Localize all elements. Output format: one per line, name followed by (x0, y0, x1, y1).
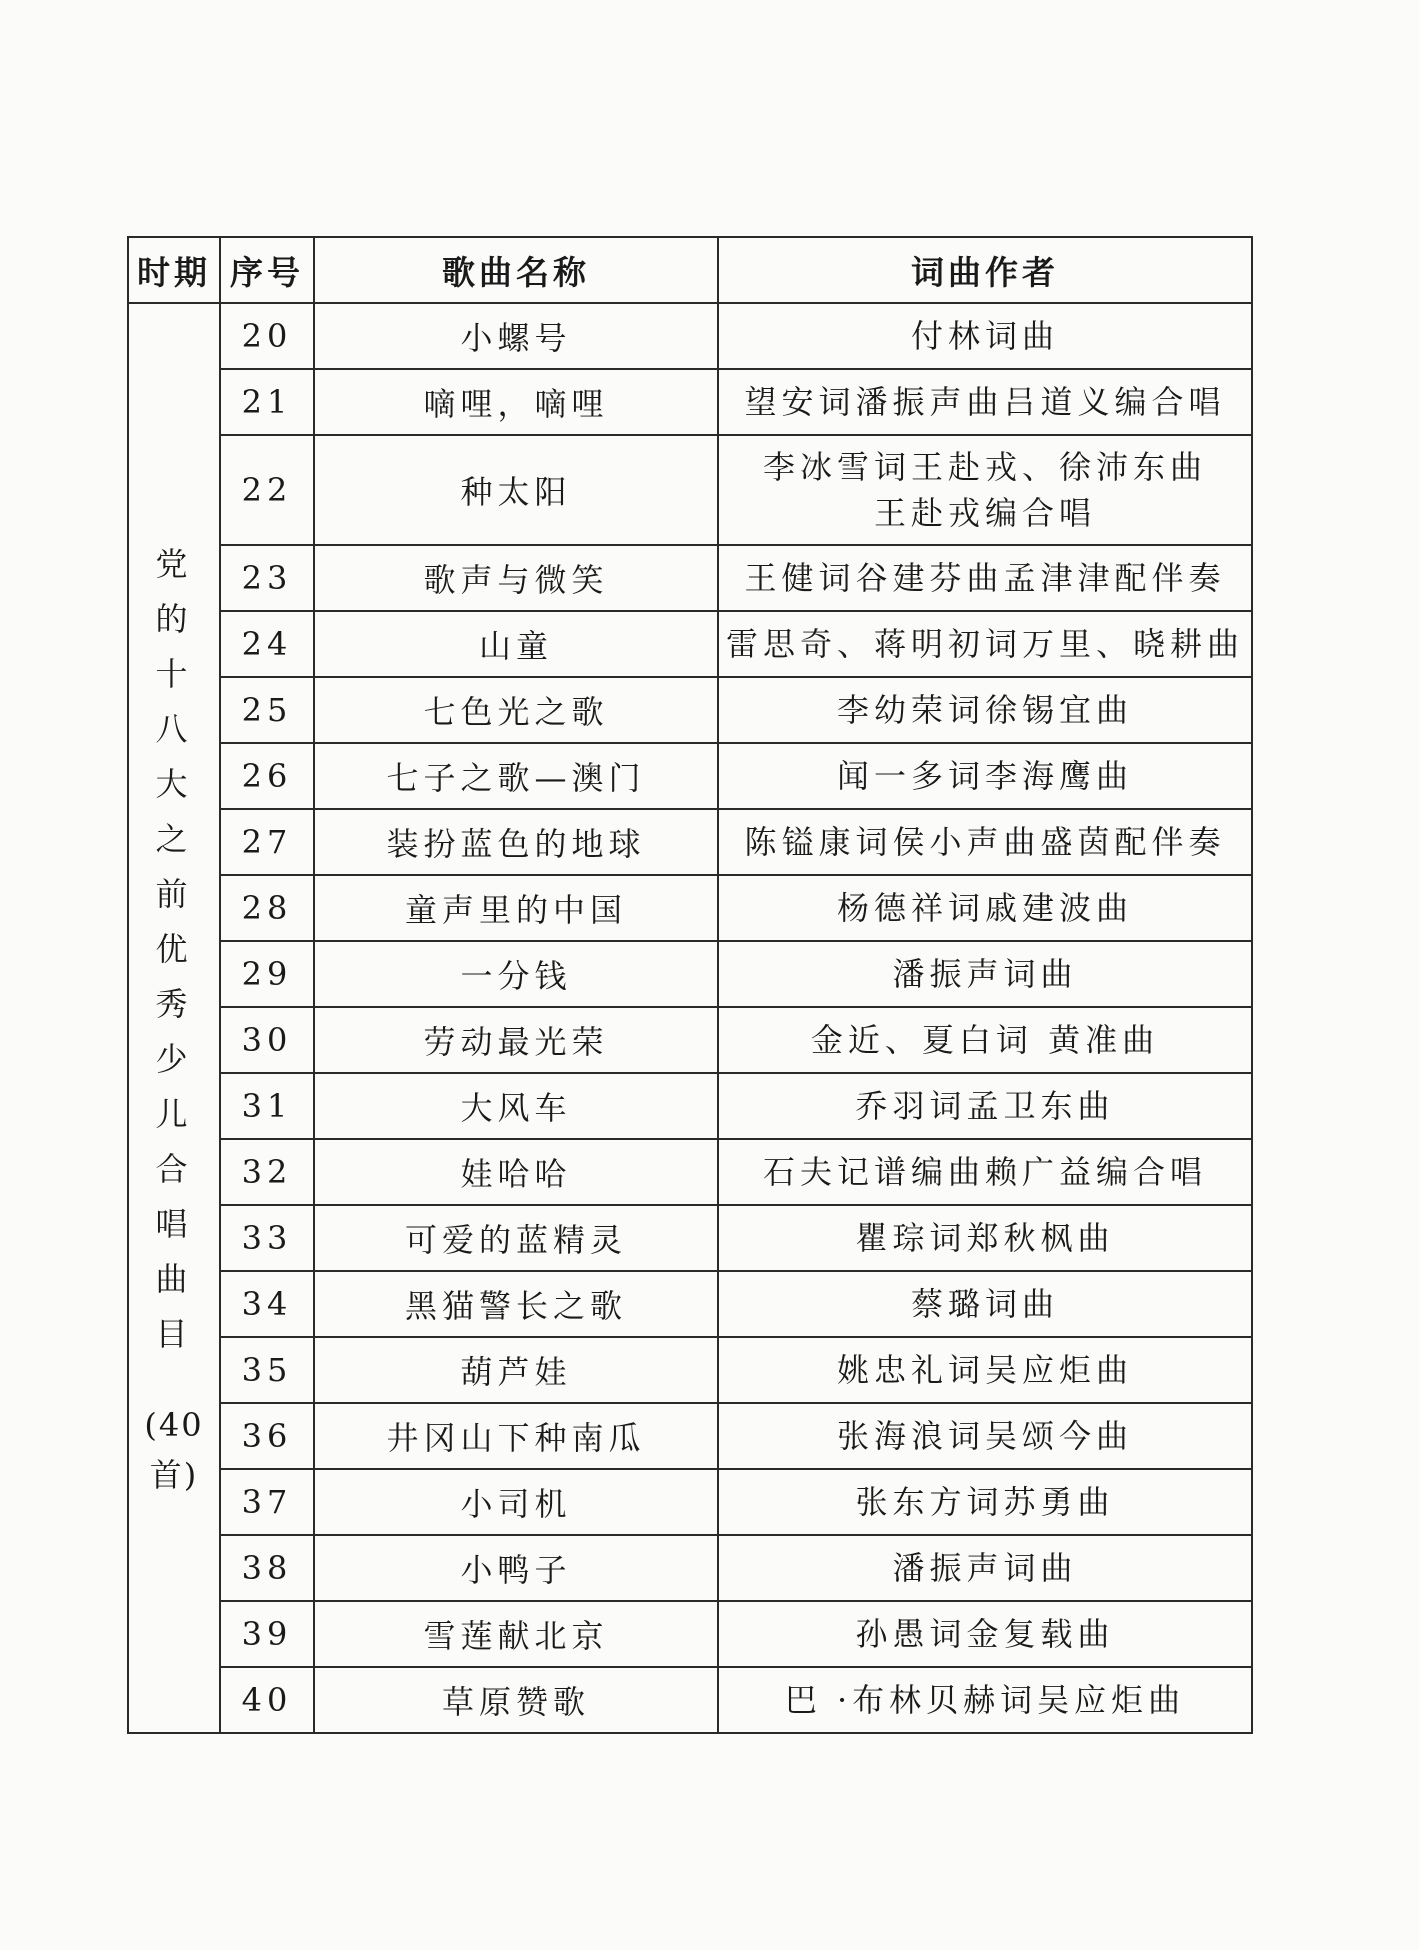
song-title: 山童 (314, 611, 718, 677)
header-song-title: 歌曲名称 (314, 237, 718, 303)
period-count-line1: (40 (144, 1405, 204, 1444)
period-char: 曲 (155, 1259, 193, 1298)
song-author: 李幼荣词徐锡宜曲 (718, 677, 1252, 743)
period-char: 八 (155, 709, 193, 748)
period-char: 党 (155, 544, 193, 583)
row-number: 36 (220, 1403, 314, 1469)
song-title: 大风车 (314, 1073, 718, 1139)
table-row (128, 677, 1252, 743)
period-char: 秀 (155, 984, 193, 1023)
song-title: 小螺号 (314, 303, 718, 369)
header-author: 词曲作者 (718, 237, 1252, 303)
period-count-line2: 首) (149, 1455, 199, 1494)
song-author: 巴 ·布林贝赫词吴应炬曲 (718, 1667, 1252, 1733)
table-row (128, 303, 1252, 369)
song-author: 姚忠礼词吴应炬曲 (718, 1337, 1252, 1403)
song-title: 雪莲献北京 (314, 1601, 718, 1667)
table-row (128, 1073, 1252, 1139)
row-number: 23 (220, 545, 314, 611)
song-title: 七色光之歌 (314, 677, 718, 743)
table-row (128, 809, 1252, 875)
row-number: 33 (220, 1205, 314, 1271)
table-row (128, 875, 1252, 941)
table-row (128, 1667, 1252, 1733)
song-title: 装扮蓝色的地球 (314, 809, 718, 875)
song-title: 劳动最光荣 (314, 1007, 718, 1073)
period-char: 目 (155, 1314, 193, 1353)
row-number: 35 (220, 1337, 314, 1403)
table-row (128, 1139, 1252, 1205)
row-number: 25 (220, 677, 314, 743)
period-char: 之 (155, 819, 193, 858)
song-title: 嘀哩，嘀哩 (314, 369, 718, 435)
song-author-line1: 李冰雪词王赴戎、徐沛东曲 (762, 448, 1207, 486)
period-count (129, 1400, 219, 1500)
row-number: 30 (220, 1007, 314, 1073)
period-char: 十 (155, 654, 193, 693)
table-row (128, 941, 1252, 1007)
song-author: 王健词谷建芬曲孟津津配伴奏 (718, 545, 1252, 611)
song-title: 娃哈哈 (314, 1139, 718, 1205)
row-number: 37 (220, 1469, 314, 1535)
song-title: 种太阳 (314, 435, 718, 545)
row-number: 34 (220, 1271, 314, 1337)
table-row (128, 369, 1252, 435)
period-char: 唱 (155, 1204, 193, 1243)
song-title: 童声里的中国 (314, 875, 718, 941)
song-author: 张海浪词吴颂今曲 (718, 1403, 1252, 1469)
table-row (128, 611, 1252, 677)
song-author: 闻一多词李海鹰曲 (718, 743, 1252, 809)
song-title: 小司机 (314, 1469, 718, 1535)
table-row (128, 1403, 1252, 1469)
song-author: 瞿琮词郑秋枫曲 (718, 1205, 1252, 1271)
row-number: 27 (220, 809, 314, 875)
song-author: 望安词潘振声曲吕道义编合唱 (718, 369, 1252, 435)
period-char: 优 (155, 929, 193, 968)
song-title: 歌声与微笑 (314, 545, 718, 611)
row-number: 38 (220, 1535, 314, 1601)
table-row (128, 1601, 1252, 1667)
table-row (128, 743, 1252, 809)
row-number: 28 (220, 875, 314, 941)
song-author: 杨德祥词戚建波曲 (718, 875, 1252, 941)
table-row (128, 1007, 1252, 1073)
song-title: 井冈山下种南瓜 (314, 1403, 718, 1469)
song-author: 潘振声词曲 (718, 941, 1252, 1007)
song-title: 黑猫警长之歌 (314, 1271, 718, 1337)
table-row (128, 1271, 1252, 1337)
period-char: 合 (155, 1149, 193, 1188)
table-row (128, 1535, 1252, 1601)
table-row (128, 1469, 1252, 1535)
song-author: 蔡璐词曲 (718, 1271, 1252, 1337)
song-title: 草原赞歌 (314, 1667, 718, 1733)
row-number: 20 (220, 303, 314, 369)
row-number: 31 (220, 1073, 314, 1139)
song-author: 雷思奇、蒋明初词万里、晓耕曲 (718, 611, 1252, 677)
song-author: 乔羽词孟卫东曲 (718, 1073, 1252, 1139)
table-header-row (128, 237, 1252, 303)
row-number: 26 (220, 743, 314, 809)
row-number: 24 (220, 611, 314, 677)
song-table (127, 236, 1253, 1734)
song-title: 小鸭子 (314, 1535, 718, 1601)
song-title: 葫芦娃 (314, 1337, 718, 1403)
period-char: 大 (155, 764, 193, 803)
row-number: 22 (220, 435, 314, 545)
row-number: 39 (220, 1601, 314, 1667)
row-number: 29 (220, 941, 314, 1007)
song-author: 张东方词苏勇曲 (718, 1469, 1252, 1535)
song-author: 付林词曲 (718, 303, 1252, 369)
period-cell (128, 303, 220, 1733)
song-author: 石夫记谱编曲赖广益编合唱 (718, 1139, 1252, 1205)
period-char: 少 (155, 1039, 193, 1078)
period-char: 儿 (155, 1094, 193, 1133)
song-author: 陈镒康词侯小声曲盛茵配伴奏 (718, 809, 1252, 875)
song-author: 金近、夏白词 黄准曲 (718, 1007, 1252, 1073)
table-row (128, 545, 1252, 611)
header-number: 序号 (220, 237, 314, 303)
song-author: 潘振声词曲 (718, 1535, 1252, 1601)
song-title: 七子之歌—澳门 (314, 743, 718, 809)
row-number: 21 (220, 369, 314, 435)
song-author-line2: 王赴戎编合唱 (873, 494, 1096, 532)
table-row (128, 1337, 1252, 1403)
song-author (718, 435, 1252, 545)
song-author: 孙愚词金复载曲 (718, 1601, 1252, 1667)
period-char: 的 (155, 599, 193, 638)
song-title: 可爱的蓝精灵 (314, 1205, 718, 1271)
song-title: 一分钱 (314, 941, 718, 1007)
row-number: 32 (220, 1139, 314, 1205)
table-row (128, 1205, 1252, 1271)
table-row (128, 435, 1252, 545)
period-char: 前 (155, 874, 193, 913)
row-number: 40 (220, 1667, 314, 1733)
header-period: 时期 (128, 237, 220, 303)
